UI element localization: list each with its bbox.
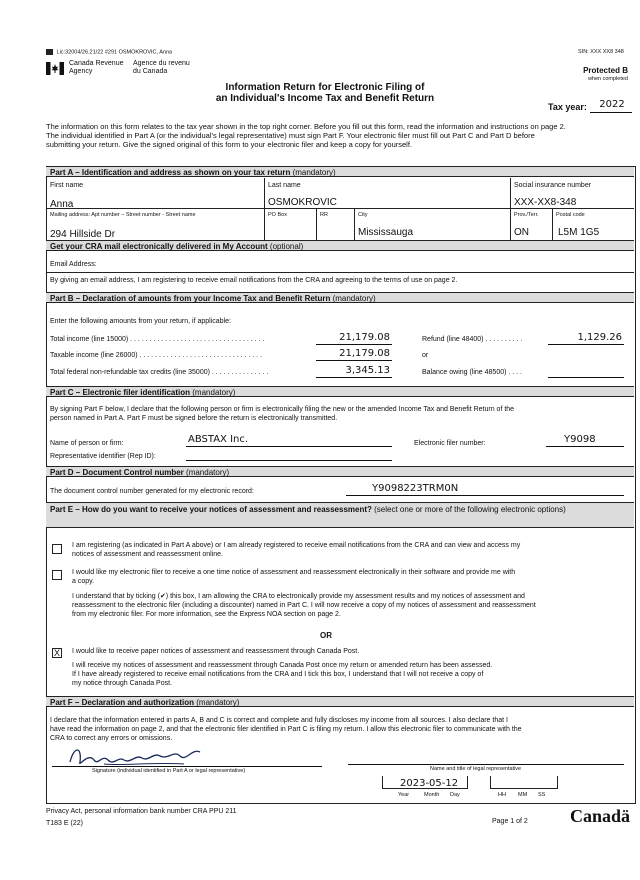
email-field[interactable] [110,256,630,270]
part-b-instruction: Enter the following amounts from your return, if applicable: [50,318,231,325]
opt2-understanding: I understand that by ticking (✔) this box, I am allowing the CRA to electronically provide my assessment results and my notices of assessment and reassessment to the electronic filer (including a discounter) named in Part C. I will now receive a copy of my notices of assessment and reassessment from my electronic filer. For more information, see the Express NOA section on page 2. [72,593,536,618]
time-box[interactable] [490,776,558,789]
email-label: Email Address: [50,261,97,268]
part-a-heading: Part A – Identification and address as shown on your tax return (mandatory) [46,166,634,177]
balance-field[interactable] [548,365,624,377]
signature-label: Signature (individual identified in Part A or legal representative) [92,768,246,774]
intro-text: The information on this form relates to the tax year shown in the top right corner. Before you fill out this form, read the information and instructions on page 2. The individual identified in Part A (or the individual's legal representative) must sign Part F. Your electronic filer must fill out Part C and Part D before submitting your return. Give the signed original of this form to your electronic filer and keep a copy for yourself. [46,122,566,149]
mailing-label: Mailing address: Apt number – Street number - Street name [50,212,196,218]
form-id: T183 E (22) [46,820,83,827]
canada-wordmark: Canadä [570,806,631,826]
form-title-line1: Information Return for Electronic Filing of [225,82,425,93]
mm-label: MM [518,792,528,798]
date-field[interactable]: 2023-05-12 [400,778,459,789]
rep-id-field[interactable] [186,448,392,460]
mail-heading: Get your CRA mail electronically delivered in My Account (optional) [46,240,634,251]
fax-header-line: Lic:32004/26.21/22 #291 OSMOKROVIC, Anna [46,49,172,55]
first-name-field[interactable]: Anna [50,199,74,210]
rr-label: RR [320,212,328,218]
part-f-heading: Part F – Declaration and authorization (mandatory) [46,696,634,707]
opt1-checkbox[interactable] [52,544,62,554]
opt3-understanding: I will receive my notices of assessment and reassessment through Canada Post once my return or amended return has been assessed. If I have already registered to receive email notifications from the CRA and I tick this box, I understand that I will not receive a copy of my notice through Canada Post. [72,662,493,687]
last-name-field[interactable]: OSMOKROVIC [268,197,337,208]
last-name-label: Last name [268,182,301,189]
postal-label: Postal code [556,212,585,218]
sin-top: SIN: XXX XX8 348 [578,49,624,55]
firm-label: Name of person or firm: [50,440,124,447]
part-c-heading: Part C – Electronic filer identification (mandatory) [46,386,634,397]
rep-id-label: Representative identifier (Rep ID): [50,453,156,460]
credits-field[interactable]: 3,345.13 [345,365,390,376]
opt3-checkbox[interactable]: X [53,648,60,658]
page-number: Page 1 of 2 [492,818,528,825]
year-label: Year [398,792,410,798]
taxable-income-label: Taxable income (line 26000) . . . . . . . . . . . . . . . . . . . . . . . . . . . . . . . . [50,352,263,359]
day-label: Day [450,792,460,798]
part-c-text: By signing Part F below, I declare that the following person or firm is electronically filing the new or the amended Income Tax and Benefit Return of the person named in Part A. Part F must be signed before the return is electronically transmitted. [50,406,515,422]
tax-year-label: Tax year: [548,102,587,112]
filer-number-field[interactable]: Y9098 [564,434,596,445]
part-d-heading: Part D – Document Control number (mandatory) [46,466,634,477]
opt2-text: I would like my electronic filer to receive a one time notice of assessment and reassessment electronically in their software and provide me with a copy. [72,569,516,585]
ss-label: SS [538,792,546,798]
privacy-note: Privacy Act, personal information bank number CRA PPU 211 [46,808,237,815]
rep-name-label: Name and title of legal representative [430,766,522,772]
or-separator: OR [320,631,332,640]
sin-label: Social insurance number [514,182,592,189]
first-name-label: First name [50,182,84,189]
city-label: City [358,212,368,218]
opt2-checkbox[interactable] [52,570,62,580]
fax-icon [46,49,53,55]
sin-field[interactable]: XXX-XX8-348 [514,197,577,208]
postal-field[interactable]: L5M 1G5 [558,227,600,238]
form-title-line2: an Individual's Income Tax and Benefit Return [215,93,435,104]
prov-label: Prov./Terr. [514,212,539,218]
prov-field[interactable]: ON [514,227,529,238]
protected-label: Protected B [583,66,628,75]
total-income-field[interactable]: 21,179.08 [339,332,390,343]
city-field[interactable]: Mississauga [358,227,414,238]
agency-name-en: Canada Revenue Agency [69,60,124,75]
part-f-text: I declare that the information entered in parts A, B and C is correct and complete and fully discloses my income from all sources. I also declare that I have read the information on page 2, and that the electronic filer identified in Part C is filing my return. I allow this electronic filer to communicate with the CRA to correct any errors or omissions. [50,717,522,742]
email-terms: By giving an email address, I am registering to receive email notifications from the CRA and agreeing to the terms of use on page 2. [50,277,458,284]
mailing-field[interactable]: 294 Hillside Dr [50,229,116,240]
tax-year-value[interactable]: 2022 [599,99,625,110]
opt1-text: I am registering (as indicated in Part A above) or I am already registered to receive email notifications from the CRA and can view and access my notices of assessment and reassessment online. [72,542,521,558]
balance-label: Balance owing (line 48500) . . . . [422,369,523,376]
refund-field[interactable]: 1,129.26 [577,332,622,343]
opt3-text: I would like to receive paper notices of assessment and reassessment through Canada Post. [72,648,360,655]
dcn-label: The document control number generated for my electronic record: [50,488,254,495]
total-income-label: Total income (line 15000) . . . . . . . . . . . . . . . . . . . . . . . . . . . . . . . . . . . [50,336,265,343]
month-label: Month [424,792,440,798]
canada-flag-icon [46,62,64,75]
hh-label: HH [498,792,506,798]
credits-label: Total federal non-refundable tax credits (line 35000) . . . . . . . . . . . . . . . [50,369,269,376]
or-text-b: or [422,352,429,359]
po-box-label: PO Box [268,212,287,218]
filer-number-label: Electronic filer number: [414,440,486,447]
firm-field[interactable]: ABSTAX Inc. [188,434,249,445]
agency-name-fr: Agence du revenu du Canada [133,60,190,75]
dcn-field[interactable]: Y9098223TRM0N [372,483,459,494]
refund-label: Refund (line 48400) . . . . . . . . . . [422,336,523,343]
part-e-heading: Part E – How do you want to receive your notices of assessment and reassessment? (select one or more of the following electronic options) [46,502,634,528]
part-b-heading: Part B – Declaration of amounts from your Income Tax and Benefit Return (mandatory) [46,292,634,303]
taxable-income-field[interactable]: 21,179.08 [339,348,390,359]
protected-sublabel: when completed [587,76,628,82]
